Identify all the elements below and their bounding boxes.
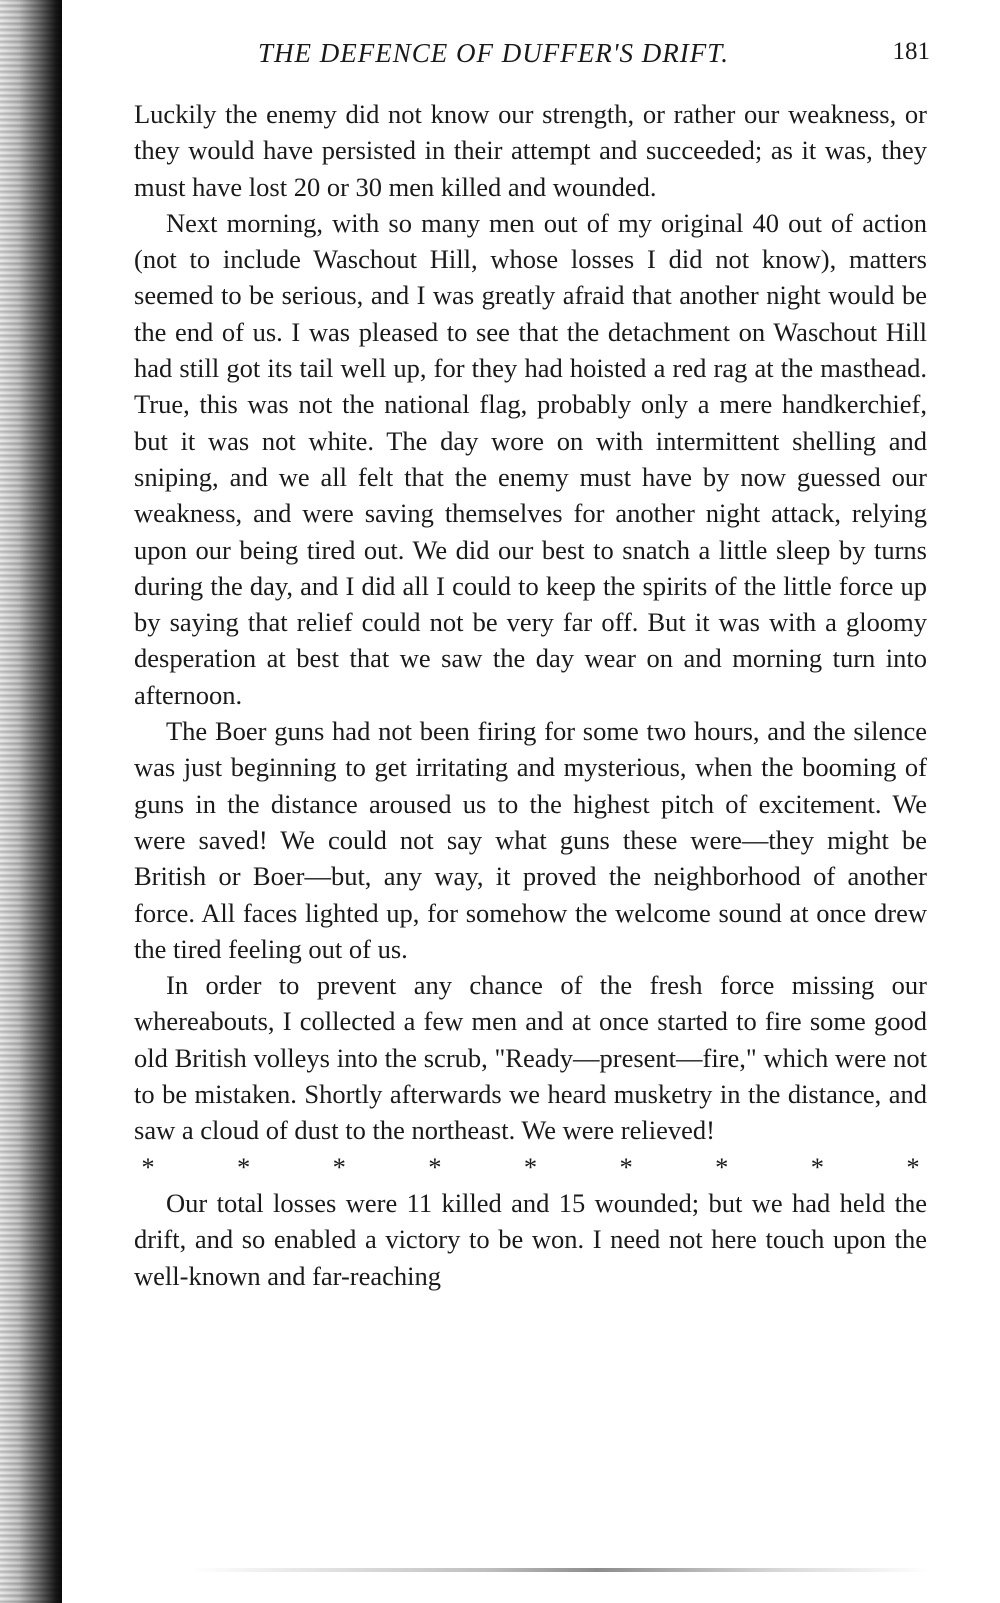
asterisk: * [619,1151,633,1182]
paragraph: Our total losses were 11 killed and 15 wounded; but we had held the drift, and so enabled a victory to be won. I need not here touch upon the well-known and far-reaching [134,1187,927,1291]
asterisk: * [523,1151,538,1182]
page-header [138,38,938,78]
asterisk: * [715,1151,729,1182]
asterisk: * [141,1151,155,1182]
asterisk: * [906,1151,920,1182]
paragraph: Next morning, with so many men out of my original 40 out of action (not to include Waschout Hill, whose losses I did not know), matters seemed to be serious, and I was greatly afraid that another night would be the end of us. I was pleased to see that the detachment on Waschout Hill had still got its tail well up, for they had hoisted a red rag at the masthead. True, this was not the national flag, probably only a mere handkerchief, but it was not white. The day wore on with intermittent shelling and sniping, and we all felt that the enemy must have by now guessed our weakness, and were saving themselves for another night attack, relying upon our being tired out. We did our best to snatch a little sleep by turns during the day, and I did all I could to keep the spirits of the little force up by saying that relief could not be very far off. But it was with a gloomy desperation at best that we saw the day wear on and morning turn into afternoon. [134,207,927,710]
asterisk: * [237,1151,251,1182]
scan-smudge [190,1568,930,1572]
asterisk: * [810,1151,824,1182]
section-break [134,1149,927,1185]
paragraph: Luckily the enemy did not know our strength, or rather our weakness, or they would have persisted in their attempt and succeeded; as it was, they must have lost 20 or 30 men killed and wounded. [134,99,927,202]
body-text [134,96,927,1294]
book-binding-shadow [0,0,62,1603]
paragraph: In order to prevent any chance of the fresh force missing our whereabouts, I collected a few men and at once started to fire some good old British volleys into the scrub, "Ready—present—fire," which were not to be mistaken. Shortly afterwards we heard musketry in the distance, and saw a cloud of dust to the northeast. We were relieved! [134,970,927,1146]
page-number: 181 [892,38,930,65]
paragraph: The Boer guns had not been firing for some two hours, and the silence was just beginning to get irritating and mysterious, when the booming of guns in the distance aroused us to the highest pitch of excitement. We were saved! We could not say what guns these were—they might be British or Boer—but, any way, it proved the neighborhood of another force. All faces lighted up, for somehow the welcome sound at once drew the tired feeling out of us. [134,716,927,964]
asterisk: * [332,1151,346,1182]
asterisk: * [428,1151,442,1182]
running-title: THE DEFENCE OF DUFFER'S DRIFT. [258,38,729,68]
